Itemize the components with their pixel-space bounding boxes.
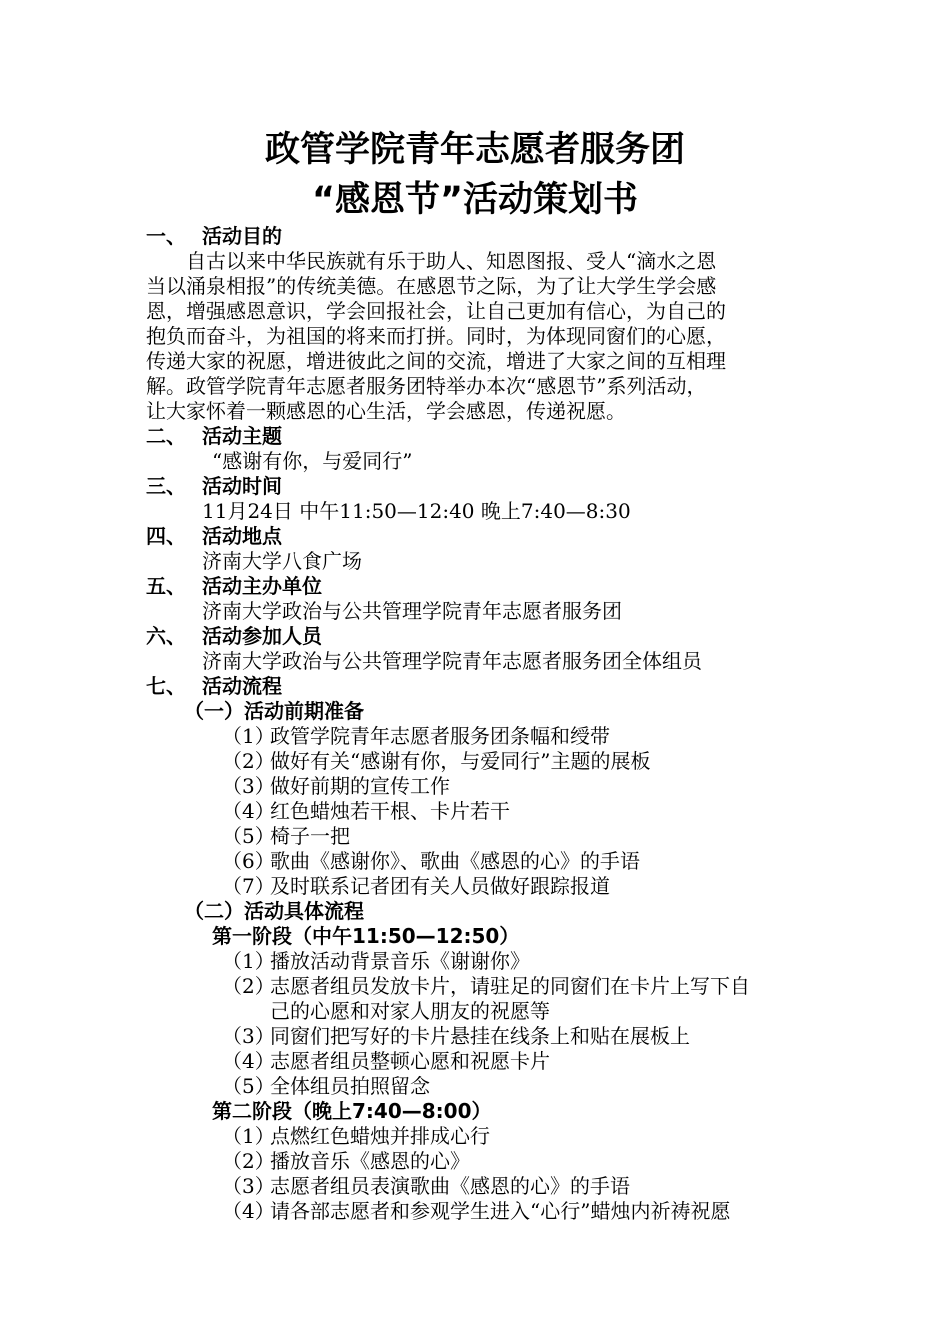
list-item xyxy=(222,824,350,849)
participants-text: 济南大学政治与公共管理学院青年志愿者服务团全体组员 xyxy=(202,649,702,673)
section-number: 七、 xyxy=(146,674,186,698)
section-heading-time xyxy=(146,474,282,499)
item-number: （7） xyxy=(222,874,275,898)
section-label: 活动流程 xyxy=(202,674,282,698)
stage-heading-1: 第一阶段（中午11:50—12:50） xyxy=(212,924,520,948)
item-text: 歌曲《感谢你》、歌曲《感恩的心》的手语 xyxy=(270,849,640,873)
document-title-line2: “感恩节”活动策划书 xyxy=(311,180,638,220)
list-item xyxy=(222,1124,490,1149)
item-number: （4） xyxy=(222,1049,275,1073)
item-number: （5） xyxy=(222,1074,275,1098)
list-item xyxy=(222,974,750,999)
section-label: 活动参加人员 xyxy=(202,624,322,648)
list-item xyxy=(222,849,640,874)
item-number: （1） xyxy=(222,949,275,973)
section-label: 活动主办单位 xyxy=(202,574,322,598)
item-number: （3） xyxy=(222,1024,275,1048)
list-item xyxy=(222,724,610,749)
list-item xyxy=(222,749,650,774)
section-heading-theme xyxy=(146,424,282,449)
section-label: 活动地点 xyxy=(202,524,282,548)
list-item xyxy=(222,1149,470,1174)
list-item xyxy=(222,874,610,899)
section-label: 活动主题 xyxy=(202,424,282,448)
item-number: （2） xyxy=(222,974,275,998)
item-text: 播放音乐《感恩的心》 xyxy=(270,1149,470,1173)
list-item xyxy=(222,1074,430,1099)
purpose-line: 传递大家的祝愿，增进彼此之间的交流，增进了大家之间的互相理 xyxy=(146,349,726,373)
purpose-line: 让大家怀着一颗感恩的心生活，学会感恩，传递祝愿。 xyxy=(146,399,626,423)
item-text: 请各部志愿者和参观学生进入“心行”蜡烛内祈祷祝愿 xyxy=(270,1199,731,1223)
item-text: 红色蜡烛若干根、卡片若干 xyxy=(270,799,510,823)
item-text: 志愿者组员发放卡片，请驻足的同窗们在卡片上写下自 xyxy=(270,974,750,998)
section-label: 活动目的 xyxy=(202,224,282,248)
item-text: 全体组员拍照留念 xyxy=(270,1074,430,1098)
item-number: （4） xyxy=(222,799,275,823)
item-text: 椅子一把 xyxy=(270,824,350,848)
purpose-line: 当以涌泉相报”的传统美德。在感恩节之际，为了让大学生学会感 xyxy=(146,274,717,298)
section-number: 五、 xyxy=(146,574,186,598)
list-item xyxy=(222,799,510,824)
list-item xyxy=(222,1174,630,1199)
purpose-line: 恩，增强感恩意识，学会回报社会，让自己更加有信心，为自己的 xyxy=(146,299,726,323)
section-heading-participants xyxy=(146,624,322,649)
item-number: （1） xyxy=(222,1124,275,1148)
item-text: 点燃红色蜡烛并排成心行 xyxy=(270,1124,490,1148)
list-item xyxy=(222,774,450,799)
item-text: 志愿者组员整顿心愿和祝愿卡片 xyxy=(270,1049,550,1073)
item-number: （6） xyxy=(222,849,275,873)
item-number: （2） xyxy=(222,1149,275,1173)
item-text: 同窗们把写好的卡片悬挂在线条上和贴在展板上 xyxy=(270,1024,690,1048)
place-text: 济南大学八食广场 xyxy=(202,549,362,573)
item-text: 志愿者组员表演歌曲《感恩的心》的手语 xyxy=(270,1174,630,1198)
section-heading-organizer xyxy=(146,574,322,599)
purpose-line: 解。政管学院青年志愿者服务团特举办本次“感恩节”系列活动， xyxy=(146,374,707,398)
stage-heading-2: 第二阶段（晚上7:40—8:00） xyxy=(212,1099,492,1123)
item-number: （4） xyxy=(222,1199,275,1223)
item-number: （5） xyxy=(222,824,275,848)
theme-text: “感谢有你，与爱同行” xyxy=(212,449,413,473)
list-item xyxy=(222,1199,730,1224)
section-number: 四、 xyxy=(146,524,186,548)
section-number: 一、 xyxy=(146,224,186,248)
subsection-heading-prep: （一）活动前期准备 xyxy=(184,699,364,723)
section-heading-place xyxy=(146,524,282,549)
subsection-heading-flow: （二）活动具体流程 xyxy=(184,899,364,923)
item-number: （1） xyxy=(222,724,275,748)
item-text: 播放活动背景音乐《谢谢你》 xyxy=(270,949,530,973)
section-number: 六、 xyxy=(146,624,186,648)
section-label: 活动时间 xyxy=(202,474,282,498)
list-item xyxy=(222,1024,690,1049)
item-text: 做好有关“感谢有你，与爱同行”主题的展板 xyxy=(270,749,651,773)
section-number: 二、 xyxy=(146,424,186,448)
section-heading-flow xyxy=(146,674,282,699)
item-text: 做好前期的宣传工作 xyxy=(270,774,450,798)
item-number: （2） xyxy=(222,749,275,773)
item-text: 政管学院青年志愿者服务团条幅和绶带 xyxy=(270,724,610,748)
item-text: 及时联系记者团有关人员做好跟踪报道 xyxy=(270,874,610,898)
item-number: （3） xyxy=(222,1174,275,1198)
purpose-line: 自古以来中华民族就有乐于助人、知恩图报、受人“滴水之恩 xyxy=(146,249,717,273)
section-heading-purpose xyxy=(146,224,282,249)
list-item-continuation: 己的心愿和对家人朋友的祝愿等 xyxy=(270,999,550,1023)
organizer-text: 济南大学政治与公共管理学院青年志愿者服务团 xyxy=(202,599,622,623)
document-title-line1: 政管学院青年志愿者服务团 xyxy=(264,130,685,170)
list-item xyxy=(222,949,530,974)
section-number: 三、 xyxy=(146,474,186,498)
item-number: （3） xyxy=(222,774,275,798)
list-item xyxy=(222,1049,550,1074)
purpose-line: 抱负而奋斗，为祖国的将来而打拼。同时，为体现同窗们的心愿， xyxy=(146,324,726,348)
time-text: 11月24日 中午11:50—12:40 晚上7:40—8:30 xyxy=(202,499,631,523)
